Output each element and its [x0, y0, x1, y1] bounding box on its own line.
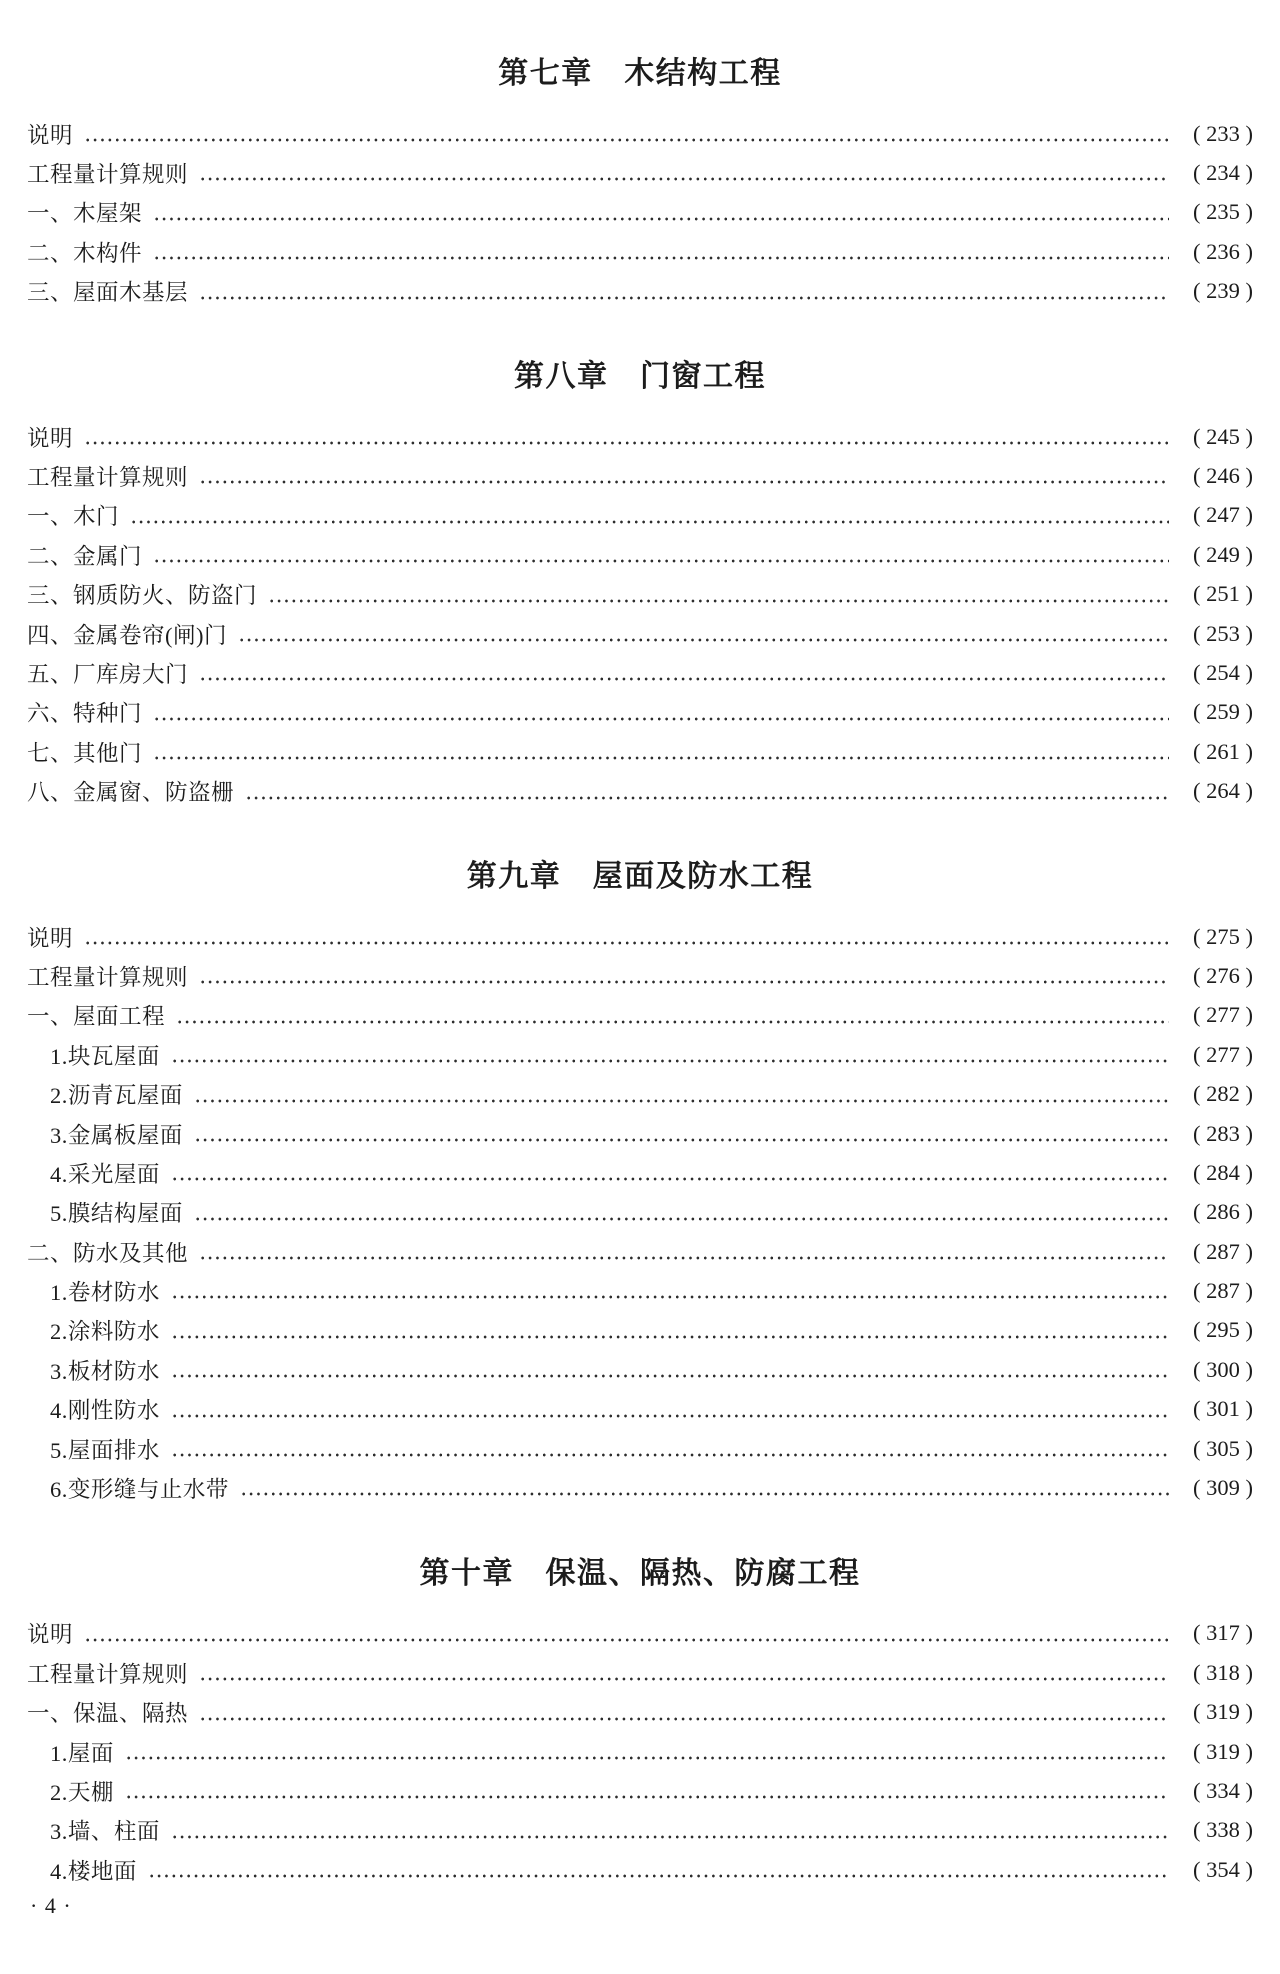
dot-leader	[123, 1784, 1169, 1808]
toc-entry-label: 2.沥青瓦屋面	[50, 1083, 183, 1109]
toc-entry-row	[27, 1271, 1253, 1310]
toc-entry-page-number: ( 276 )	[1193, 962, 1253, 988]
dot-leader	[82, 430, 1169, 454]
toc-entry-row	[27, 114, 1253, 153]
toc-entry-page-number: ( 305 )	[1193, 1435, 1253, 1461]
dot-leader	[197, 166, 1169, 190]
page-number-footer: · 4 ·	[30, 1893, 72, 1919]
toc-entry-page-number: ( 283 )	[1193, 1120, 1253, 1146]
dot-leader	[151, 548, 1169, 572]
toc-entry-label: 说明	[27, 425, 74, 451]
toc-entry-page-number: ( 251 )	[1193, 581, 1253, 607]
toc-entry-row	[27, 1429, 1253, 1468]
toc-entry-label: 2.涂料防水	[50, 1319, 160, 1345]
toc-entry-label: 1.屋面	[50, 1740, 114, 1766]
toc-entry-row	[27, 417, 1253, 456]
chapter-7-entries	[27, 114, 1253, 311]
toc-entry-page-number: ( 309 )	[1193, 1475, 1253, 1501]
toc-entry-page-number: ( 286 )	[1193, 1199, 1253, 1225]
dot-leader	[169, 1284, 1169, 1308]
toc-entry-page-number: ( 354 )	[1193, 1856, 1253, 1882]
toc-entry-row	[27, 956, 1253, 995]
dot-leader	[192, 1087, 1169, 1111]
chapter-10-title: 第十章 保温、隔热、防腐工程	[419, 1556, 861, 1590]
chapter-7-section	[27, 54, 1253, 311]
toc-entry-row	[27, 693, 1253, 732]
toc-entry-row	[27, 917, 1253, 956]
toc-entry-page-number: ( 317 )	[1193, 1620, 1253, 1646]
toc-entry-page-number: ( 282 )	[1193, 1081, 1253, 1107]
chapter-9-entries	[27, 917, 1253, 1508]
toc-entry-label: 5.膜结构屋面	[50, 1201, 183, 1227]
toc-entry-label: 说明	[27, 1622, 74, 1648]
toc-entry-row	[27, 1311, 1253, 1350]
toc-entry-label: 三、屋面木基层	[27, 280, 189, 306]
toc-entry-label: 八、金属窗、防盗栅	[27, 780, 235, 806]
dot-leader	[236, 627, 1169, 651]
chapter-8-title: 第八章 门窗工程	[514, 359, 766, 393]
toc-entry-row	[27, 1035, 1253, 1074]
toc-entry-row	[27, 1350, 1253, 1389]
dot-leader	[169, 1166, 1169, 1190]
dot-leader	[146, 1863, 1169, 1887]
toc-entry-row	[27, 1850, 1253, 1889]
dot-leader	[169, 1323, 1169, 1347]
toc-entry-row	[27, 1653, 1253, 1692]
toc-entry-page-number: ( 334 )	[1193, 1777, 1253, 1803]
toc-entry-label: 4.采光屋面	[50, 1161, 160, 1187]
toc-entry-row	[27, 153, 1253, 192]
dot-leader	[169, 1442, 1169, 1466]
toc-entry-label: 说明	[27, 925, 74, 951]
toc-entry-page-number: ( 247 )	[1193, 502, 1253, 528]
toc-entry-page-number: ( 253 )	[1193, 620, 1253, 646]
toc-entry-row	[27, 614, 1253, 653]
toc-entry-row	[27, 1811, 1253, 1850]
toc-entry-page-number: ( 264 )	[1193, 778, 1253, 804]
toc-entry-label: 四、金属卷帘(闸)门	[27, 622, 227, 648]
toc-entry-label: 1.块瓦屋面	[50, 1043, 160, 1069]
toc-entry-label: 工程量计算规则	[27, 465, 189, 491]
chapter-8-section	[27, 357, 1253, 811]
dot-leader	[82, 930, 1169, 954]
chapter-10-section	[27, 1554, 1253, 1890]
toc-entry-page-number: ( 319 )	[1193, 1699, 1253, 1725]
chapter-7-title: 第七章 木结构工程	[498, 57, 782, 90]
toc-entry-label: 1.卷材防水	[50, 1280, 160, 1306]
toc-entry-label: 5.屋面排水	[50, 1437, 160, 1463]
toc-entry-page-number: ( 300 )	[1193, 1356, 1253, 1382]
dot-leader	[169, 1048, 1169, 1072]
toc-entry-label: 3.墙、柱面	[50, 1819, 160, 1845]
toc-entry-page-number: ( 246 )	[1193, 463, 1253, 489]
dot-leader	[266, 587, 1169, 611]
dot-leader	[151, 245, 1169, 269]
chapter-9-title: 第九章 屋面及防水工程	[466, 859, 814, 893]
dot-leader	[128, 508, 1169, 532]
toc-entry-page-number: ( 287 )	[1193, 1278, 1253, 1304]
toc-entry-label: 七、其他门	[27, 740, 143, 766]
toc-entry-label: 一、屋面工程	[27, 1004, 166, 1030]
toc-entry-label: 二、木构件	[27, 240, 143, 266]
toc-entry-label: 工程量计算规则	[27, 162, 189, 188]
dot-leader	[243, 784, 1169, 808]
toc-entry-row	[27, 1468, 1253, 1507]
chapter-10-entries	[27, 1614, 1253, 1890]
toc-entry-row	[27, 771, 1253, 810]
toc-entry-row	[27, 1614, 1253, 1653]
toc-entry-row	[27, 1153, 1253, 1192]
toc-entry-page-number: ( 287 )	[1193, 1238, 1253, 1264]
toc-entry-row	[27, 653, 1253, 692]
toc-entry-row	[27, 272, 1253, 311]
toc-entry-page-number: ( 249 )	[1193, 541, 1253, 567]
dot-leader	[151, 205, 1169, 229]
toc-page	[0, 54, 1280, 1974]
dot-leader	[197, 1666, 1169, 1690]
toc-entry-page-number: ( 261 )	[1193, 738, 1253, 764]
dot-leader	[82, 127, 1169, 151]
dot-leader	[192, 1127, 1169, 1151]
toc-entry-row	[27, 1693, 1253, 1732]
toc-entry-label: 工程量计算规则	[27, 964, 189, 990]
toc-entry-row	[27, 193, 1253, 232]
chapter-9-section	[27, 857, 1253, 1508]
toc-entry-label: 六、特种门	[27, 701, 143, 727]
toc-entry-row	[27, 1732, 1253, 1771]
toc-entry-page-number: ( 295 )	[1193, 1317, 1253, 1343]
toc-entry-label: 4.刚性防水	[50, 1398, 160, 1424]
dot-leader	[123, 1745, 1169, 1769]
dot-leader	[151, 745, 1169, 769]
dot-leader	[174, 1008, 1169, 1032]
toc-entry-row	[27, 996, 1253, 1035]
toc-entry-label: 3.板材防水	[50, 1358, 160, 1384]
dot-leader	[197, 1705, 1169, 1729]
dot-leader	[192, 1205, 1169, 1229]
toc-entry-label: 二、防水及其他	[27, 1240, 189, 1266]
toc-entry-label: 4.楼地面	[50, 1858, 137, 1884]
dot-leader	[169, 1823, 1169, 1847]
toc-entry-page-number: ( 284 )	[1193, 1159, 1253, 1185]
toc-entry-row	[27, 1193, 1253, 1232]
toc-entry-page-number: ( 259 )	[1193, 699, 1253, 725]
dot-leader	[197, 666, 1169, 690]
toc-entry-row	[27, 1232, 1253, 1271]
toc-entry-page-number: ( 234 )	[1193, 160, 1253, 186]
toc-entry-row	[27, 1114, 1253, 1153]
dot-leader	[197, 1245, 1169, 1269]
toc-entry-label: 说明	[27, 122, 74, 148]
toc-entry-label: 一、木屋架	[27, 201, 143, 227]
toc-entry-row	[27, 1074, 1253, 1113]
toc-entry-row	[27, 732, 1253, 771]
toc-entry-label: 3.金属板屋面	[50, 1122, 183, 1148]
dot-leader	[151, 705, 1169, 729]
toc-entry-page-number: ( 318 )	[1193, 1659, 1253, 1685]
toc-entry-row	[27, 575, 1253, 614]
chapter-8-entries	[27, 417, 1253, 811]
toc-entry-label: 6.变形缝与止水带	[50, 1477, 229, 1503]
toc-entry-page-number: ( 245 )	[1193, 423, 1253, 449]
toc-entry-label: 五、厂库房大门	[27, 661, 189, 687]
toc-entry-label: 二、金属门	[27, 543, 143, 569]
toc-entry-row	[27, 1771, 1253, 1810]
dot-leader	[82, 1626, 1169, 1650]
dot-leader	[238, 1481, 1169, 1505]
toc-entry-label: 一、木门	[27, 504, 120, 530]
toc-entry-page-number: ( 275 )	[1193, 923, 1253, 949]
toc-entry-row	[27, 535, 1253, 574]
toc-entry-page-number: ( 239 )	[1193, 278, 1253, 304]
toc-entry-label: 一、保温、隔热	[27, 1701, 189, 1727]
toc-entry-label: 2.天棚	[50, 1779, 114, 1805]
toc-entry-row	[27, 1390, 1253, 1429]
toc-entry-page-number: ( 338 )	[1193, 1817, 1253, 1843]
toc-entry-page-number: ( 235 )	[1193, 199, 1253, 225]
toc-entry-page-number: ( 233 )	[1193, 120, 1253, 146]
toc-entry-row	[27, 496, 1253, 535]
dot-leader	[197, 284, 1169, 308]
toc-entry-page-number: ( 277 )	[1193, 1002, 1253, 1028]
toc-entry-page-number: ( 254 )	[1193, 659, 1253, 685]
toc-entry-row	[27, 232, 1253, 271]
dot-leader	[169, 1402, 1169, 1426]
toc-entry-label: 工程量计算规则	[27, 1661, 189, 1687]
toc-entry-page-number: ( 236 )	[1193, 238, 1253, 264]
toc-entry-page-number: ( 277 )	[1193, 1041, 1253, 1067]
dot-leader	[197, 469, 1169, 493]
toc-entry-page-number: ( 319 )	[1193, 1738, 1253, 1764]
toc-entry-page-number: ( 301 )	[1193, 1396, 1253, 1422]
toc-entry-label: 三、钢质防火、防盗门	[27, 583, 258, 609]
dot-leader	[169, 1363, 1169, 1387]
toc-entry-row	[27, 456, 1253, 495]
dot-leader	[197, 969, 1169, 993]
